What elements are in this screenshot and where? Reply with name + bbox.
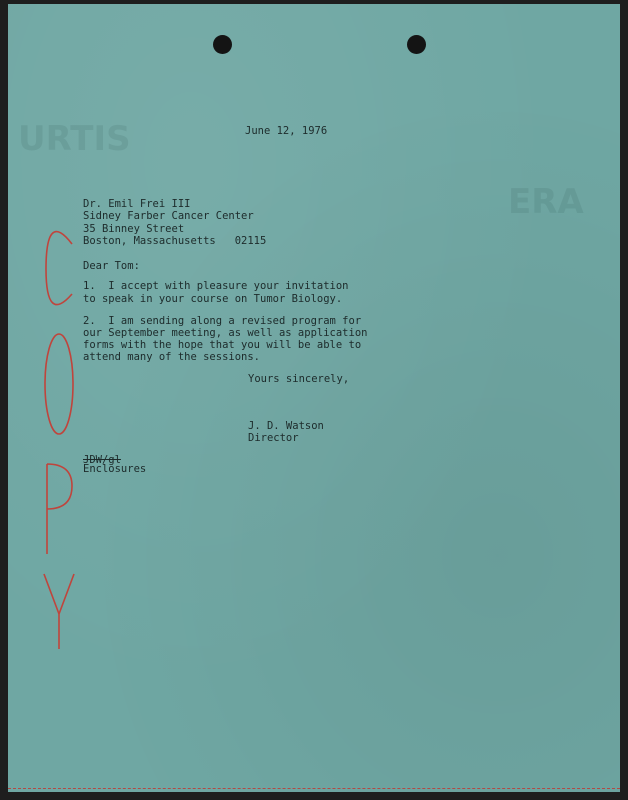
copy-stamp-letter-o [45,334,73,434]
closing: Yours sincerely, [248,373,350,385]
typist-initials: JDW/gl [83,454,121,466]
paragraph-1-line-2: to speak in your course on Tumor Biology. [83,293,343,305]
copy-stamp-letter-c [46,232,72,305]
letter-date: June 12, 1976 [245,125,328,137]
address-line-4: Boston, Massachusetts 02115 [83,235,267,247]
address-line-1: Dr. Emil Frei III [83,198,191,210]
binder-hole-left [213,35,232,54]
letter-sheet [8,4,620,792]
salutation: Dear Tom: [83,260,140,272]
paragraph-2-line-2: our September meeting, as well as application [83,327,368,339]
copy-stamp-letter-p [47,464,72,554]
ghost-letterhead-left: URTIS [18,119,131,159]
copy-stamp [38,214,78,654]
binder-hole-right [407,35,426,54]
bottom-perforation [8,788,620,792]
address-line-2: Sidney Farber Cancer Center [83,210,254,222]
address-line-3: 35 Binney Street [83,223,185,235]
ghost-letterhead-right: ERA [508,182,584,222]
paragraph-2-line-1: 2. I am sending along a revised program for [83,315,362,327]
paragraph-2-line-4: attend many of the sessions. [83,351,261,363]
copy-stamp-letter-y [44,574,74,649]
paragraph-2-line-3: forms with the hope that you will be able to [83,339,362,351]
paragraph-1-line-1: 1. I accept with pleasure your invitation [83,280,349,292]
signature-name: J. D. Watson [248,420,324,432]
enclosures-note: Enclosures [83,463,147,475]
signature-title: Director [248,432,299,444]
